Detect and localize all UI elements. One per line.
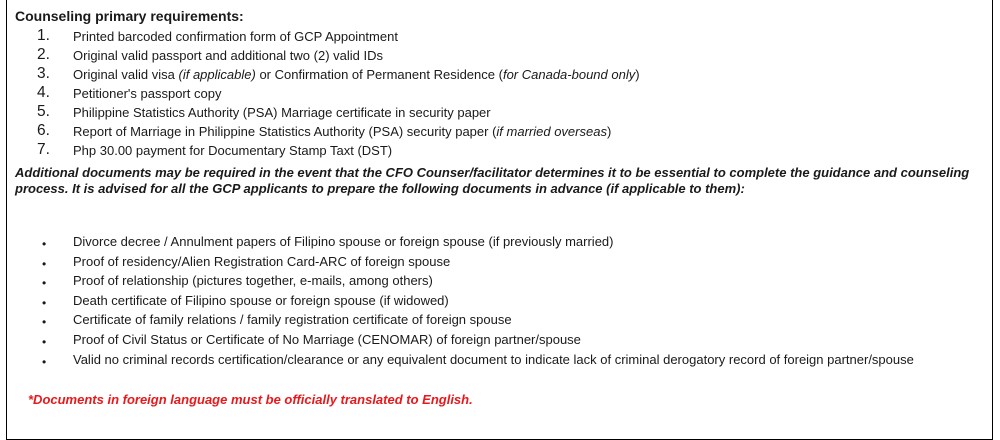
text-part: Petitioner's passport copy xyxy=(73,86,222,101)
document-item xyxy=(0,310,980,330)
text-part: Report of Marriage in Philippine Statistics Authority (PSA) security paper ( xyxy=(73,124,497,139)
translation-footnote: *Documents in foreign language must be officially translated to English. xyxy=(28,392,473,407)
document-text: Proof of Civil Status or Certificate of No Marriage (CENOMAR) of foreign partner/spouse xyxy=(73,331,581,347)
primary-requirements-list xyxy=(0,27,980,160)
document-item xyxy=(0,271,980,291)
item-text xyxy=(73,65,640,84)
text-part-italic: for Canada-bound only xyxy=(502,67,636,82)
additional-documents-list xyxy=(0,232,980,369)
document-item xyxy=(0,330,980,350)
requirement-item xyxy=(0,65,980,84)
text-part: or Confirmation of Permanent Residence ( xyxy=(255,67,503,82)
bullet-icon: • xyxy=(42,276,47,291)
item-text xyxy=(73,122,611,141)
item-number: 2. xyxy=(37,46,50,63)
item-number: 3. xyxy=(37,65,50,82)
bullet-icon: • xyxy=(42,295,47,310)
requirement-item xyxy=(0,46,980,65)
bullet-icon: • xyxy=(42,354,47,369)
item-text xyxy=(73,84,221,103)
text-part: ) xyxy=(635,67,640,82)
text-part: Printed barcoded confirmation form of GCP Appointment xyxy=(73,29,398,44)
requirement-item xyxy=(0,122,980,141)
item-text xyxy=(73,141,392,160)
document-text: Proof of relationship (pictures together, e-mails, among others) xyxy=(73,273,433,289)
requirement-item xyxy=(0,141,980,160)
document-text: Certificate of family relations / family registration certificate of foreign spouse xyxy=(73,312,512,328)
section-heading: Counseling primary requirements: xyxy=(15,8,244,24)
document-text: Divorce decree / Annulment papers of Filipino spouse or foreign spouse (if previously married) xyxy=(73,234,614,249)
item-number: 5. xyxy=(37,103,50,120)
text-part-italic: if married overseas xyxy=(496,124,607,139)
bullet-icon: • xyxy=(42,237,47,251)
item-number: 1. xyxy=(37,27,50,44)
item-number: 6. xyxy=(37,122,50,139)
text-part: Original valid passport and additional two (2) valid IDs xyxy=(73,48,383,63)
requirement-item xyxy=(0,103,980,122)
text-part: Philippine Statistics Authority (PSA) Marriage certificate in security paper xyxy=(73,105,491,120)
additional-documents-note: Additional documents may be required in the event that the CFO Counser/facilitator determines it to be essential to complete the guidance and counseling process. It is advised for all the GCP applicants to prepare the following documents in advance (if applicable to them): xyxy=(15,165,970,196)
item-text xyxy=(73,27,398,46)
document-item xyxy=(0,252,980,272)
document-text: Valid no criminal records certification/clearance or any equivalent document to indicate lack of criminal derogatory record of foreign partner/spouse xyxy=(73,351,914,367)
item-text xyxy=(73,46,383,65)
bullet-icon: • xyxy=(42,334,47,349)
text-part: ) xyxy=(606,124,612,139)
document-item xyxy=(0,291,980,311)
requirement-item xyxy=(0,84,980,103)
text-part-italic: (if applicable) xyxy=(178,67,256,82)
requirement-item xyxy=(0,27,980,46)
document-text: Proof of residency/Alien Registration Card-ARC of foreign spouse xyxy=(73,253,451,269)
document-item xyxy=(0,232,980,252)
item-number: 4. xyxy=(37,84,50,101)
document-text: Death certificate of Filipino spouse or foreign spouse (if widowed) xyxy=(73,292,449,308)
text-part: Original valid visa xyxy=(73,67,179,82)
document-item xyxy=(0,350,980,370)
bullet-icon: • xyxy=(42,256,47,271)
bullet-icon: • xyxy=(42,315,47,330)
item-text xyxy=(73,103,491,122)
text-part: Php 30.00 payment for Documentary Stamp Taxt (DST) xyxy=(73,143,393,158)
item-number: 7. xyxy=(37,141,50,158)
